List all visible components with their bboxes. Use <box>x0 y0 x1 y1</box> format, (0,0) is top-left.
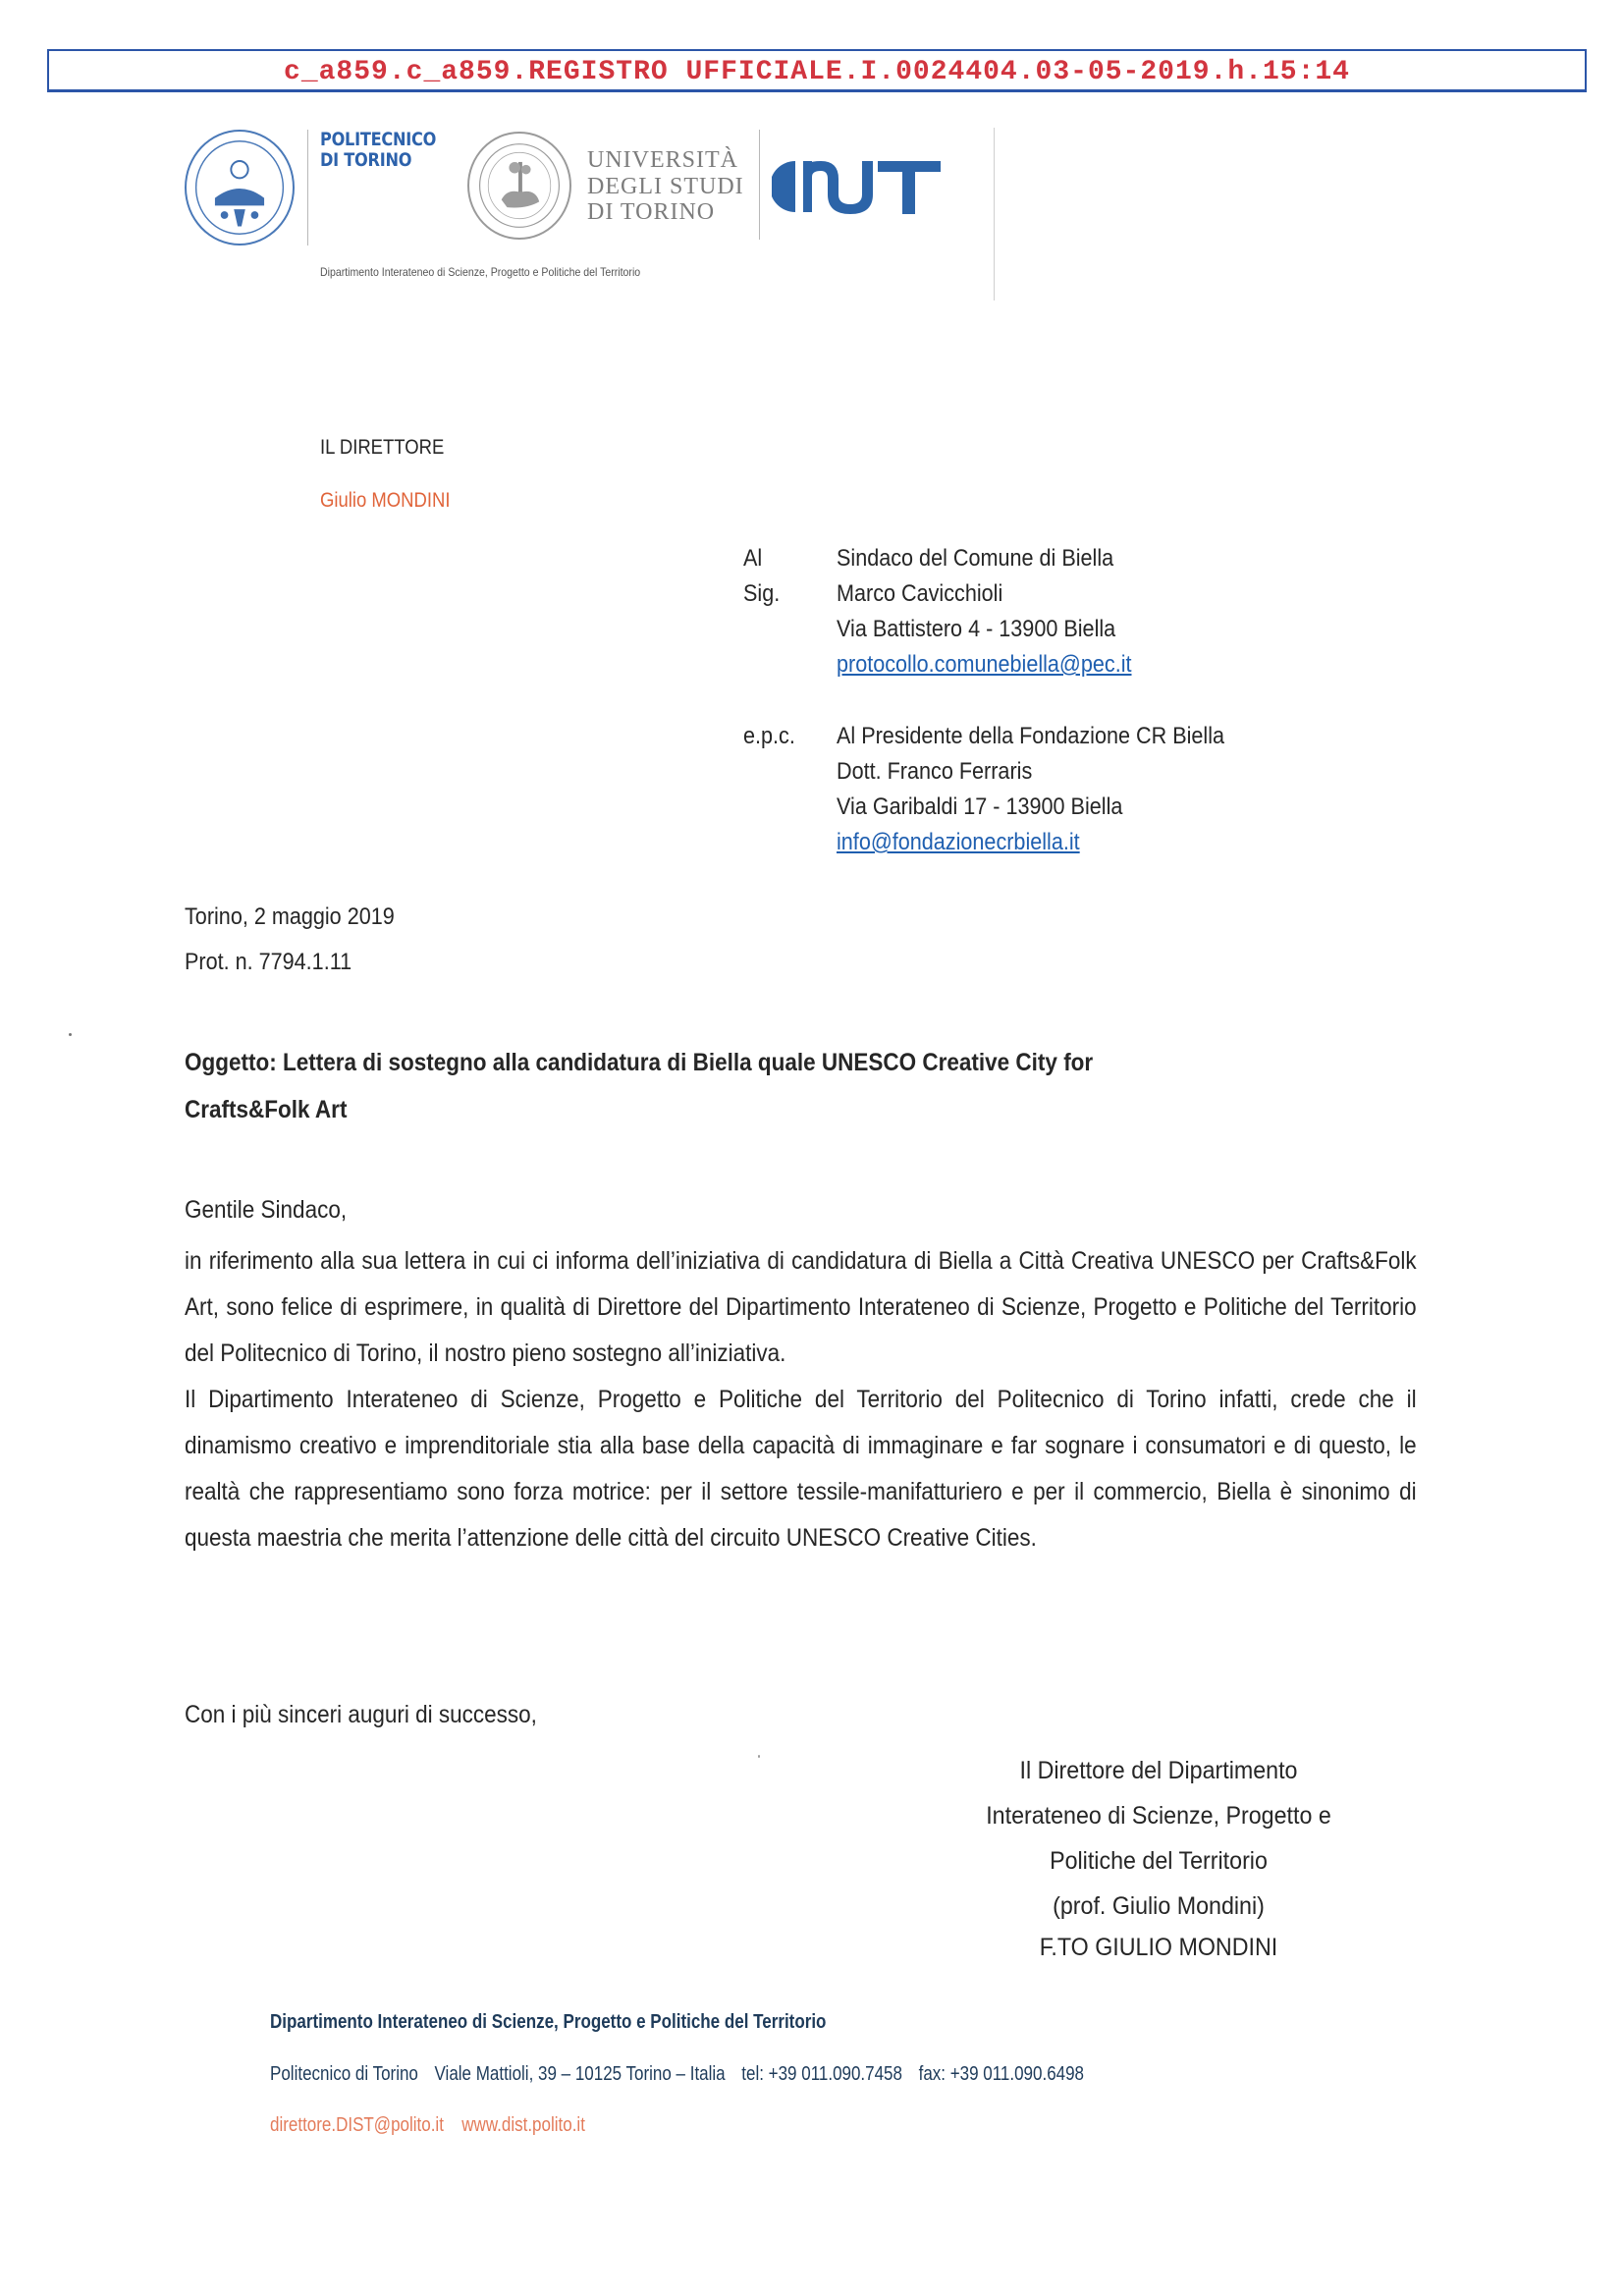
recipient-line: Sindaco del Comune di Biella <box>837 545 1114 572</box>
footer-address <box>270 2063 1084 2086</box>
recipient-line: Dott. Franco Ferraris <box>837 758 1033 785</box>
body-paragraph: Il Dipartimento Interateneo di Scienze, Progetto e Politiche del Territorio del Politecnico di Torino infatti, crede che il dinamismo creativo e imprenditoriale stia alla base della capacità di immaginare e far sognare i consumatori e di questo, le realtà che rappresentiamo sono forza motrice: per il settore tessile-manifatturiero e per il commercio, Biella è sinonimo di questa maestria che merita l’attenzione delle città del circuito UNESCO Creative Cities. <box>185 1386 1417 1552</box>
protocol-stamp-text: c_a859.c_a859.REGISTRO UFFICIALE.I.0024404.03-05-2019.h.15:14 <box>284 57 1350 87</box>
politecnico-seal-icon <box>185 130 295 246</box>
footer-contacts <box>270 2114 585 2137</box>
sender-name: Giulio MONDINI <box>320 489 451 512</box>
letterhead-divider <box>994 128 995 301</box>
sender-title: IL DIRETTORE <box>320 436 445 459</box>
universita-name: UNIVERSITÀ DEGLI STUDI DI TORINO <box>587 147 744 225</box>
recipient-label: Al Sig. <box>743 545 781 607</box>
cc-email-link[interactable]: info@fondazionecrbiella.it <box>837 829 1080 855</box>
signature-name: F.TO GIULIO MONDINI <box>1039 1934 1278 1961</box>
recipient-line: Via Battistero 4 - 13900 Biella <box>837 616 1116 642</box>
subject-line: Oggetto: Lettera di sostegno alla candidatura di Biella quale UNESCO Creative City for Crafts&Folk Art <box>185 1049 1094 1123</box>
recipient-line: Via Garibaldi 17 - 13900 Biella <box>837 793 1123 820</box>
logo-divider <box>759 130 760 240</box>
universita-seal-icon <box>467 132 571 240</box>
signature-line: (prof. Giulio Mondini) <box>1053 1892 1265 1920</box>
body-paragraph: in riferimento alla sua lettera in cui ci informa dell’iniziativa di candidatura di Biella a Città Creativa UNESCO per Crafts&Folk Art, sono felice di esprimere, in qualità di Direttore del Dipartimento Interateneo di Scienze, Progetto e Politiche del Territorio del Politecnico di Torino, il nostro pieno sostegno all’iniziativa. <box>185 1247 1417 1367</box>
scan-speck <box>758 1755 760 1758</box>
scan-speck <box>69 1033 72 1036</box>
place-date: Torino, 2 maggio 2019 <box>185 903 395 930</box>
protocol-number: Prot. n. 7794.1.11 <box>185 949 352 975</box>
signature-line: Politiche del Territorio <box>1050 1847 1268 1875</box>
recipient-email-link[interactable]: protocollo.comunebiella@pec.it <box>837 651 1132 678</box>
recipient-line: Marco Cavicchioli <box>837 580 1003 607</box>
logo-divider <box>307 130 308 246</box>
department-subtitle: Dipartimento Interateneo di Scienze, Progetto e Politiche del Territorio <box>320 265 641 279</box>
recipient-line: Al Presidente della Fondazione CR Biella <box>837 723 1225 749</box>
protocol-stamp <box>47 49 1587 92</box>
footer-website-link[interactable]: www.dist.polito.it <box>461 2114 585 2136</box>
cc-label: e.p.c. <box>743 723 795 749</box>
footer-institution: Politecnico di Torino <box>270 2063 418 2085</box>
signature-block <box>913 1748 1404 1970</box>
footer-tel: tel: +39 011.090.7458 <box>741 2063 902 2085</box>
footer-fax: fax: +39 011.090.6498 <box>918 2063 1085 2085</box>
salutation: Gentile Sindaco, <box>185 1196 348 1224</box>
footer-street: Viale Mattioli, 39 – 10125 Torino – Italia <box>434 2063 726 2085</box>
politecnico-name: POLITECNICO DI TORINO <box>320 129 437 171</box>
signature-line: Il Direttore del Dipartimento <box>1019 1757 1298 1784</box>
closing-line: Con i più sinceri auguri di successo, <box>185 1701 537 1728</box>
iut-logo-icon <box>772 157 941 216</box>
footer-email-link[interactable]: direttore.DIST@polito.it <box>270 2114 444 2136</box>
letter-body <box>185 1238 1417 1561</box>
footer-department: Dipartimento Interateneo di Scienze, Progetto e Politiche del Territorio <box>270 2011 827 2033</box>
signature-line: Interateneo di Scienze, Progetto e <box>986 1802 1331 1830</box>
